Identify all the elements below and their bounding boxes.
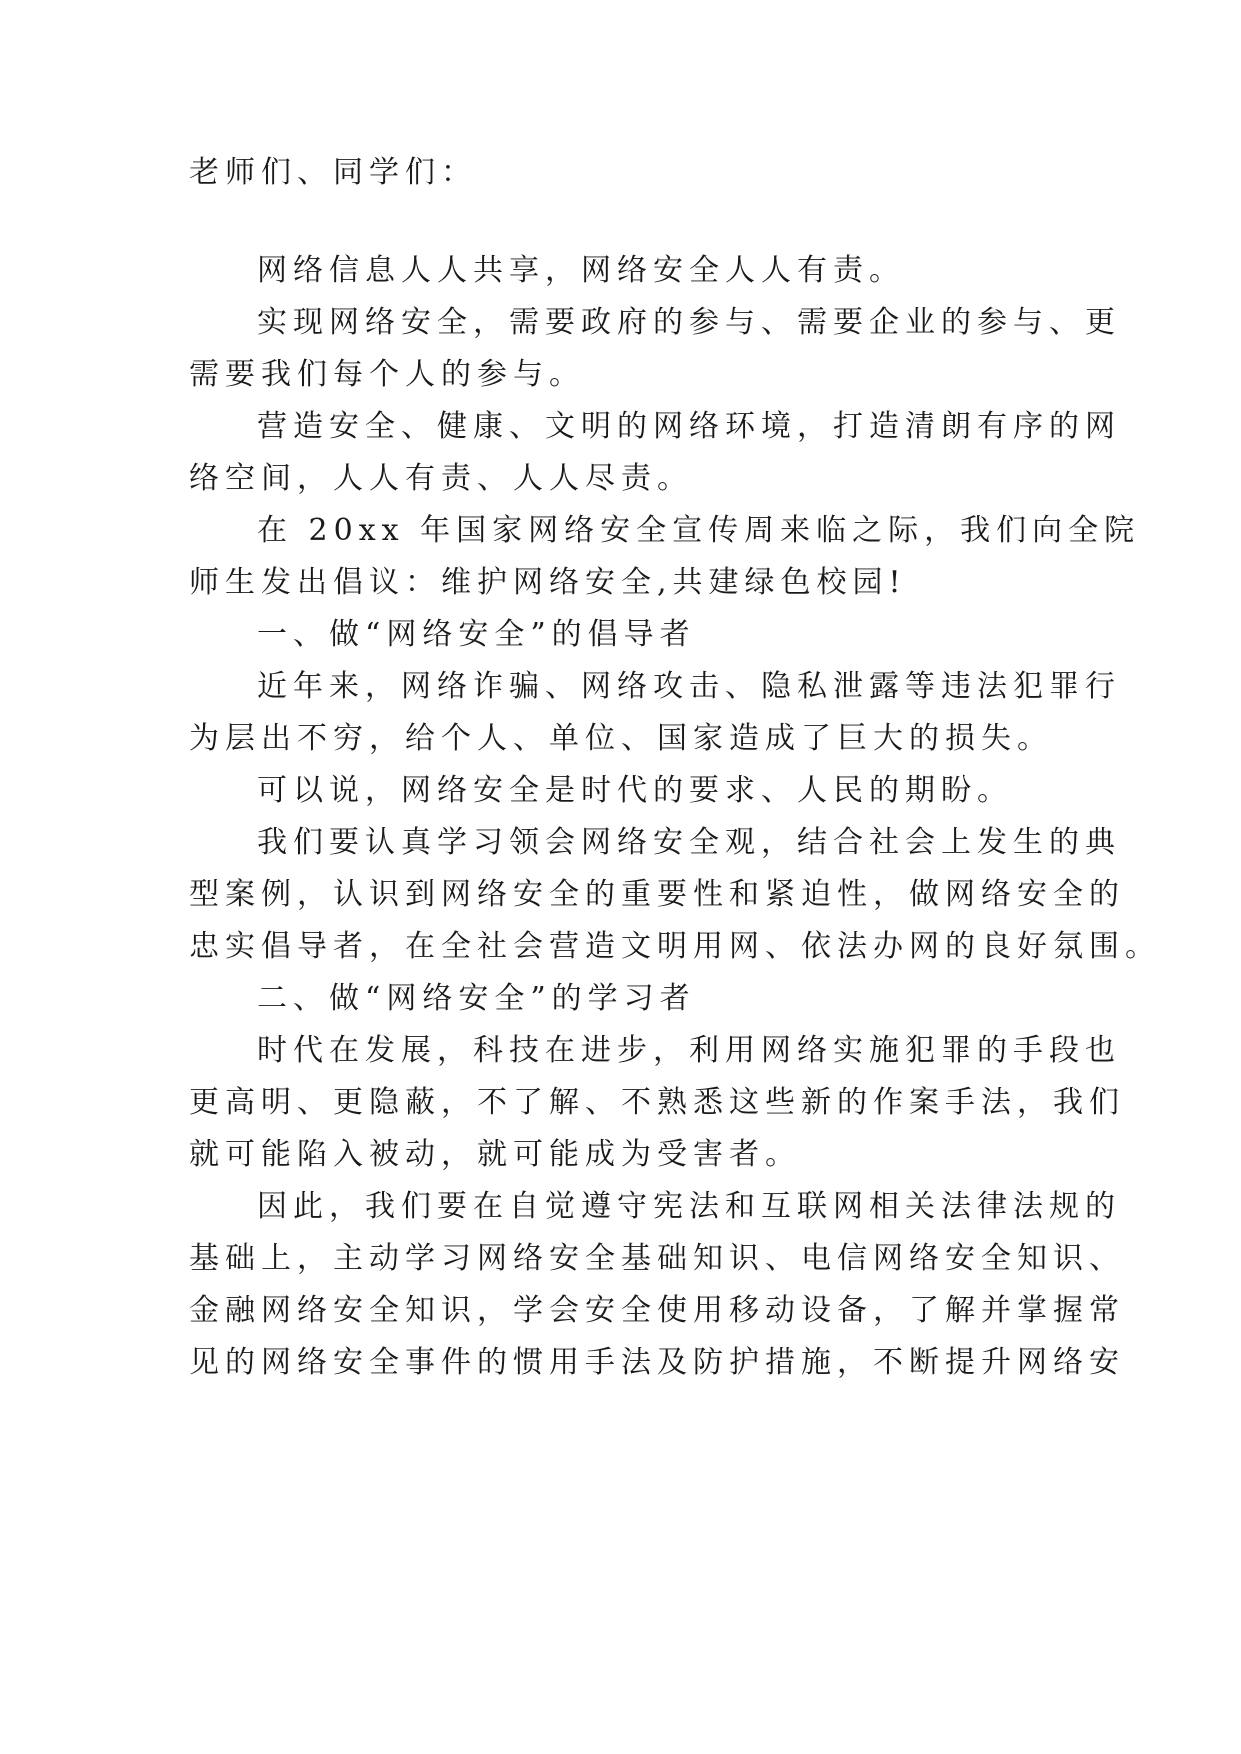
paragraph-line: 型案例，认识到网络安全的重要性和紧迫性，做网络安全的 — [189, 877, 1125, 912]
paragraph-line: 基础上，主动学习网络安全基础知识、电信网络安全知识、 — [189, 1241, 1125, 1276]
paragraph-line: 营造安全、健康、文明的网络环境，打造清朗有序的网 — [257, 409, 1121, 444]
paragraph-line: 我们要认真学习领会网络安全观，结合社会上发生的典 — [257, 825, 1121, 860]
paragraph-line: 因此，我们要在自觉遵守宪法和互联网相关法律法规的 — [257, 1189, 1121, 1224]
paragraph-line: 近年来，网络诈骗、网络攻击、隐私泄露等违法犯罪行 — [257, 669, 1121, 704]
paragraph-line: 更高明、更隐蔽，不了解、不熟悉这些新的作案手法，我们 — [189, 1085, 1125, 1120]
paragraph-line: 就可能陷入被动，就可能成为受害者。 — [189, 1137, 801, 1172]
paragraph-line: 实现网络安全，需要政府的参与、需要企业的参与、更 — [257, 305, 1121, 340]
salutation: 老师们、同学们： — [189, 155, 477, 190]
paragraph-line: 可以说，网络安全是时代的要求、人民的期盼。 — [257, 773, 1013, 808]
paragraph-line: 络空间，人人有责、人人尽责。 — [189, 461, 693, 496]
paragraph-line: 金融网络安全知识，学会安全使用移动设备，了解并掌握常 — [189, 1293, 1125, 1328]
section-heading: 一、做“网络安全”的倡导者 — [257, 617, 696, 652]
section-heading: 二、做“网络安全”的学习者 — [257, 981, 696, 1016]
paragraph-line: 网络信息人人共享，网络安全人人有责。 — [257, 253, 905, 288]
paragraph-line: 为层出不穷，给个人、单位、国家造成了巨大的损失。 — [189, 721, 1053, 756]
paragraph-line: 忠实倡导者，在全社会营造文明用网、依法办网的良好氛围。 — [189, 929, 1161, 964]
paragraph-line: 需要我们每个人的参与。 — [189, 357, 585, 392]
paragraph-line: 时代在发展，科技在进步，利用网络实施犯罪的手段也 — [257, 1033, 1121, 1068]
paragraph-line: 见的网络安全事件的惯用手法及防护措施，不断提升网络安 — [189, 1345, 1125, 1380]
paragraph-line: 在 20xx 年国家网络安全宣传周来临之际，我们向全院 — [257, 513, 1141, 548]
paragraph-line: 师生发出倡议：维护网络安全,共建绿色校园! — [189, 565, 907, 600]
